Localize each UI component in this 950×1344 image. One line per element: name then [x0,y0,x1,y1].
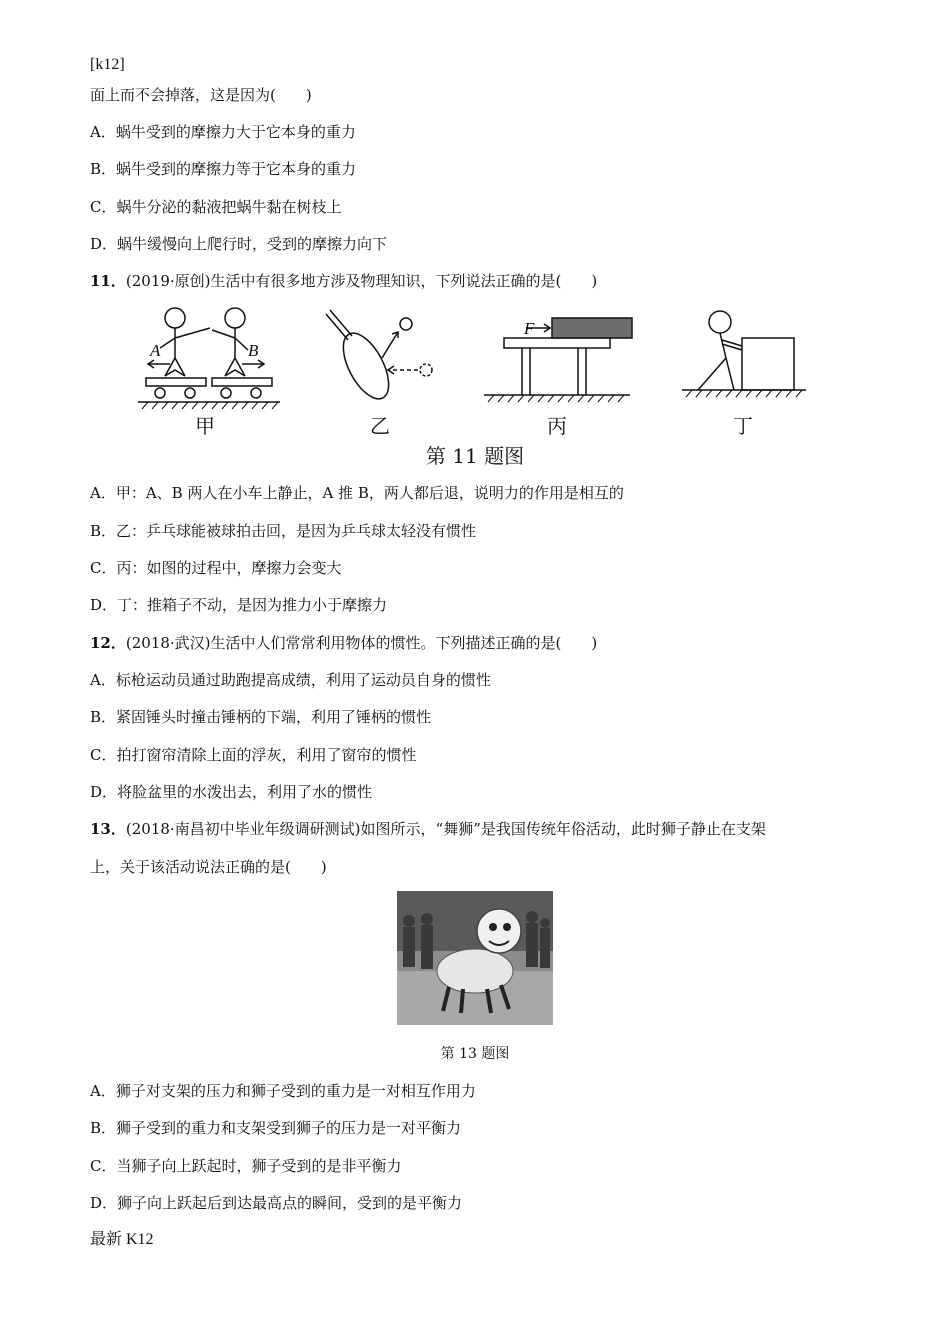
q13-option-b: B．狮子受到的重力和支架受到狮子的压力是一对平衡力 [90,1119,462,1137]
question-text: 生活中人们常常利用物体的惯性。下列描述正确的是( ) [210,634,598,652]
q12-option-b: B．紧固锤头时撞击锤柄的下端，利用了锤柄的惯性 [90,708,432,726]
q10-option-b: B．蜗牛受到的摩擦力等于它本身的重力 [90,160,357,178]
q11-option-c: C．丙：如图的过程中，摩擦力会变大 [90,559,342,577]
q10-option-d: D．蜗牛缓慢向上爬行时，受到的摩擦力向下 [90,235,388,253]
figure-label-f: F [524,319,535,338]
q13-option-c: C．当狮子向上跃起时，狮子受到的是非平衡力 [90,1157,402,1175]
question-text: 如图所示，“舞狮”是我国传统年俗活动，此时狮子静止在支架 [360,820,766,838]
q12-option-d: D．将脸盆里的水泼出去，利用了水的惯性 [90,783,373,801]
figure-label-jia: 甲 [195,414,215,438]
question-number: 11． [90,272,126,290]
question-source: (2019·原创) [125,272,211,290]
q11-option-a: A．甲：A、B 两人在小车上静止，A 推 B，两人都后退，说明力的作用是相互的 [90,484,624,502]
question-number: 12． [90,634,126,652]
figure-label-ding: 丁 [733,414,753,438]
lion-dance-photo [397,891,553,1025]
header-tag: [k12] [90,56,125,73]
question-source: (2018·南昌初中毕业年级调研测试) [125,820,361,838]
q13-option-d: D．狮子向上跃起后到达最高点的瞬间，受到的是平衡力 [90,1194,463,1212]
figure-label-bing: 丙 [547,414,567,438]
question-source: (2018·武汉) [125,634,211,652]
figure-label-b: B [248,341,259,360]
question-13-stem [90,819,766,839]
question-11-stem [90,271,597,291]
q10-option-a: A．蜗牛受到的摩擦力大于它本身的重力 [90,123,356,141]
question-10-tail: 面上而不会掉落，这是因为( ) [90,86,312,104]
question-12-stem [90,633,597,653]
question-13-stem-cont: 上，关于该活动说法正确的是( ) [90,858,327,876]
figure-label-a: A [150,341,161,360]
q10-option-c: C．蜗牛分泌的黏液把蜗牛黏在树枝上 [90,198,342,216]
figure-11-caption: 第 11 题图 [425,444,525,468]
q11-option-d: D．丁：推箱子不动，是因为推力小于摩擦力 [90,596,388,614]
figure-11-drawing [130,300,820,410]
q12-option-a: A．标枪运动员通过助跑提高成绩，利用了运动员自身的惯性 [90,671,491,689]
question-number: 13． [90,820,126,838]
question-text: 生活中有很多地方涉及物理知识，下列说法正确的是( ) [210,272,598,290]
q12-option-c: C．拍打窗帘清除上面的浮灰，利用了窗帘的惯性 [90,746,417,764]
q11-option-b: B．乙：乒乓球能被球拍击回，是因为乒乓球太轻没有惯性 [90,522,477,540]
footer-tag: 最新 K12 [90,1231,154,1248]
q13-option-a: A．狮子对支架的压力和狮子受到的重力是一对相互作用力 [90,1082,476,1100]
figure-13-caption: 第 13 题图 [440,1046,510,1062]
figure-label-yi: 乙 [370,414,390,438]
